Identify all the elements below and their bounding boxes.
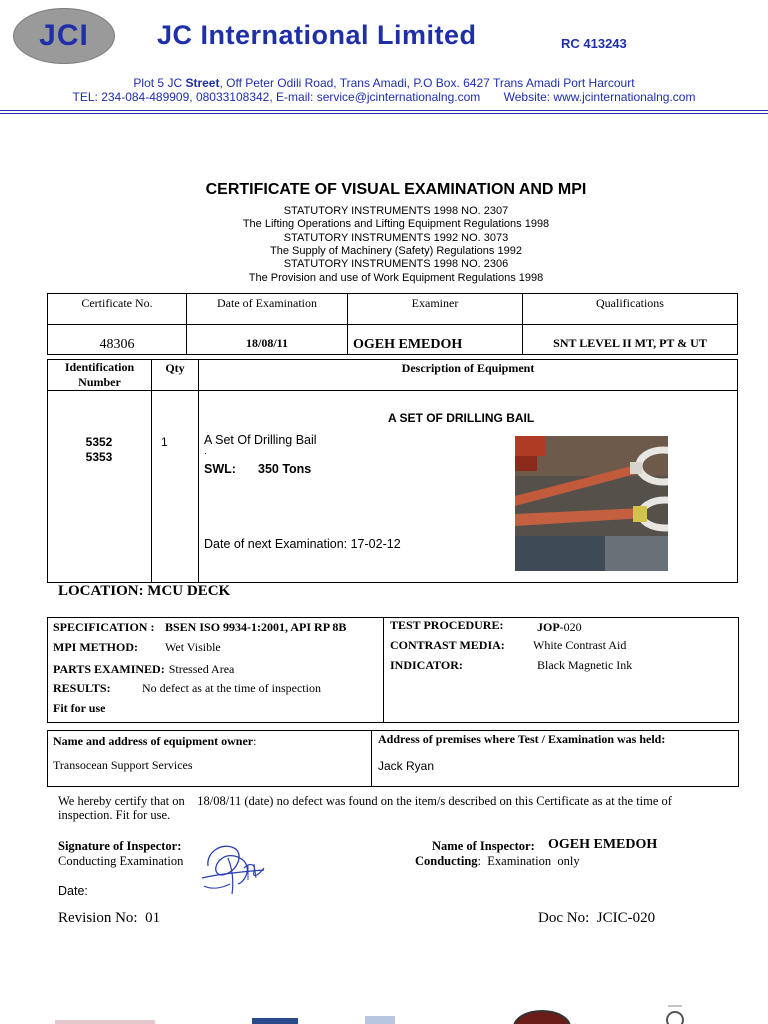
inspector-name: OGEH EMEDOH	[548, 837, 658, 852]
header-identification-number: Identification Number	[48, 360, 152, 391]
summary-table	[47, 293, 738, 355]
accreditation-logos-strip	[0, 1000, 768, 1024]
certify-line-2: inspection. Fit for use.	[58, 808, 171, 822]
inspection-divider	[383, 617, 384, 722]
id-number: 5352	[85, 435, 113, 449]
statute-line: The Lifting Operations and Lifting Equipment Regulations 1998	[242, 218, 550, 231]
header-rule-2	[0, 113, 768, 114]
equipment-heading: A SET OF DRILLING BAIL	[388, 411, 535, 425]
description-dot: .	[204, 446, 207, 457]
certificate-title: CERTIFICATE OF VISUAL EXAMINATION AND MPI	[205, 181, 587, 198]
rc-number: RC 413243	[561, 36, 627, 51]
swl-value: 350 Tons	[258, 462, 312, 476]
statute-line: STATUTORY INSTRUMENTS 1998 NO. 2306	[283, 258, 509, 271]
indicator-label: INDICATOR:	[390, 658, 463, 672]
inspector-name-label: Name of Inspector:	[432, 839, 535, 853]
id-cell	[48, 391, 152, 583]
exam-date: 18/08/11	[187, 325, 348, 355]
company-logo	[13, 8, 115, 64]
results-value: No defect as at the time of inspection	[142, 681, 321, 695]
accreditation-logo	[55, 1020, 155, 1024]
conducting-examination: Conducting Examination	[58, 854, 184, 868]
contact-line: TEL: 234-084-489909, 08033108342, E-mail: service@jcinternationalng.com Website: www.jcinternationalng.com	[72, 90, 696, 104]
results-label: RESULTS:	[53, 681, 111, 695]
statute-line: The Supply of Machinery (Safety) Regulations 1992	[270, 244, 522, 257]
owner-value: Transocean Support Services	[53, 758, 193, 772]
fit-for-use: Fit for use	[53, 701, 106, 715]
certify-line-1: We hereby certify that on 18/08/11 (date) no defect was found on the item/s described on this Certificate as at the time of	[58, 794, 672, 808]
test-procedure-value: JOP-020	[537, 620, 582, 634]
test-procedure-label: TEST PROCEDURE:	[390, 618, 504, 632]
accreditation-logo	[365, 1016, 395, 1024]
indicator-value: Black Magnetic Ink	[537, 658, 633, 672]
header-date-of-exam: Date of Examination	[187, 294, 348, 325]
header-certificate-no: Certificate No.	[48, 294, 187, 325]
accreditation-logo	[252, 1018, 298, 1024]
document-number: Doc No: JCIC-020	[538, 910, 656, 926]
accreditation-logo	[513, 1010, 571, 1024]
owner-label: Name and address of equipment owner:	[53, 734, 257, 748]
address-line: Plot 5 JC Street, Off Peter Odili Road, Trans Amadi, P.O Box. 6427 Trans Amadi Port Harcourt	[133, 76, 635, 90]
logo-text: JCI	[39, 19, 89, 52]
qty-cell	[152, 391, 199, 583]
contrast-media-value: White Contrast Aid	[533, 638, 627, 652]
statute-line: STATUTORY INSTRUMENTS 1992 NO. 3073	[283, 231, 509, 244]
header-qualifications: Qualifications	[523, 294, 738, 325]
drilling-bail-photo	[515, 436, 668, 571]
specification-value: BSEN ISO 9934-1:2001, API RP 8B	[165, 620, 347, 634]
revision-number: Revision No: 01	[58, 910, 161, 926]
examiner-name: OGEH EMEDOH	[348, 325, 523, 355]
mpi-method-value: Wet Visible	[165, 640, 221, 654]
swl-label: SWL:	[204, 462, 236, 476]
location: LOCATION: MCU DECK	[58, 583, 231, 599]
header-qty: Qty	[152, 360, 199, 391]
date-label: Date:	[58, 884, 88, 898]
statute-line: The Provision and use of Work Equipment Regulations 1998	[248, 271, 544, 284]
contrast-media-label: CONTRAST MEDIA:	[390, 638, 505, 652]
signature-label: Signature of Inspector:	[58, 839, 182, 853]
parts-examined: PARTS EXAMINED: Stressed Area	[53, 662, 235, 676]
qty-value: 1	[161, 435, 168, 449]
specification-label: SPECIFICATION :	[53, 620, 155, 634]
inspector-signature	[198, 838, 270, 900]
accreditation-logo	[660, 1002, 690, 1024]
company-name: JC International Limited	[157, 20, 477, 50]
qualifications-value: SNT LEVEL II MT, PT & UT	[523, 325, 738, 355]
header-examiner: Examiner	[348, 294, 523, 325]
statute-line: STATUTORY INSTRUMENTS 1998 NO. 2307	[283, 205, 509, 217]
next-exam-date: Date of next Examination: 17-02-12	[204, 537, 401, 551]
conducting-line: Conducting: Examination only	[415, 854, 580, 868]
header-rule-1	[0, 110, 768, 111]
premises-label: Address of premises where Test / Examination was held:	[378, 732, 666, 746]
mpi-method-label: MPI METHOD:	[53, 640, 138, 654]
premises-value: Jack Ryan	[378, 759, 435, 773]
owner-divider	[371, 730, 372, 786]
header-description: Description of Equipment	[199, 360, 738, 391]
equipment-description: A Set Of Drilling Bail	[204, 433, 317, 447]
id-number: 5353	[85, 450, 113, 464]
certificate-number: 48306	[48, 325, 187, 355]
